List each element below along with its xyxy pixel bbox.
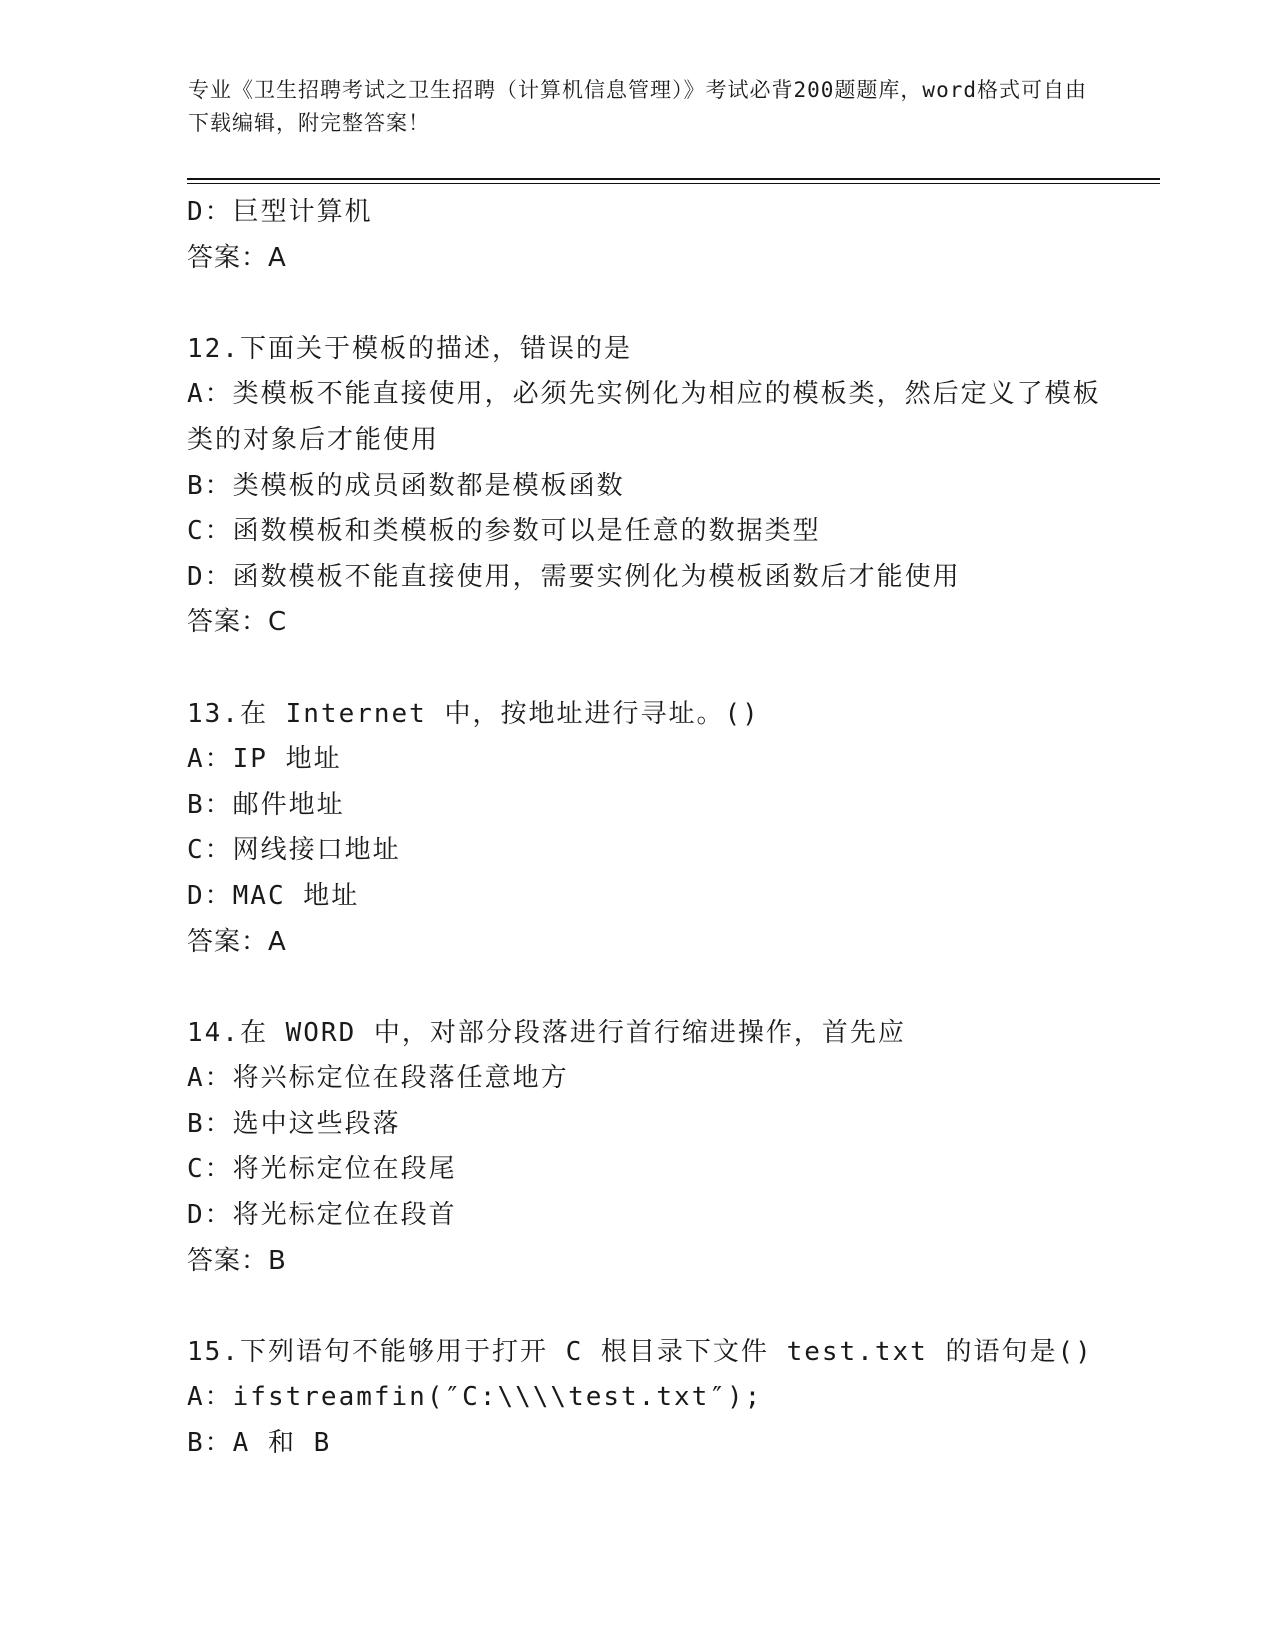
option-c: C：函数模板和类模板的参数可以是任意的数据类型 bbox=[187, 516, 821, 547]
option-a: A：IP 地址 bbox=[187, 744, 342, 775]
option-d: D：巨型计算机 bbox=[187, 197, 373, 227]
question-stem: 12.下面关于模板的描述，错误的是 bbox=[187, 333, 632, 364]
option-b: B：选中这些段落 bbox=[187, 1108, 401, 1139]
question-stem: 14.在 WORD 中，对部分段落进行首行缩进操作，首先应 bbox=[187, 1017, 906, 1048]
header-divider bbox=[187, 178, 1160, 184]
option-a: A：将兴标定位在段落任意地方 bbox=[187, 1063, 569, 1094]
option-d: D：MAC 地址 bbox=[187, 880, 360, 911]
option-a: A：类模板不能直接使用，必须先实例化为相应的模板类，然后定义了模板类的对象后才能使用 bbox=[187, 379, 1101, 455]
option-b: B：邮件地址 bbox=[187, 789, 345, 820]
spacer bbox=[187, 646, 1107, 692]
answer-line: 答案：B bbox=[187, 1245, 287, 1276]
question-12 bbox=[187, 327, 1107, 646]
document-title: 专业《卫生招聘考试之卫生招聘（计算机信息管理）》考试必背200题题库，word格式可自由下载编辑，附完整答案！ bbox=[188, 78, 1087, 135]
option-a: A：ifstreamfin(″C:\\\\test.txt″); bbox=[187, 1382, 763, 1413]
option-b: B：A 和 B bbox=[187, 1428, 332, 1459]
spacer bbox=[187, 1284, 1107, 1330]
option-c: C：将光标定位在段尾 bbox=[187, 1154, 457, 1185]
option-c: C：网线接口地址 bbox=[187, 835, 401, 866]
question-14 bbox=[187, 1011, 1107, 1285]
question-stem: 13.在 Internet 中，按地址进行寻址。() bbox=[187, 698, 760, 729]
answer-line: 答案：C bbox=[187, 607, 288, 638]
question-stem: 15.下列语句不能够用于打开 C 根目录下文件 test.txt 的语句是() bbox=[187, 1336, 1093, 1367]
option-b: B：类模板的成员函数都是模板函数 bbox=[187, 470, 625, 501]
spacer bbox=[187, 965, 1107, 1011]
spacer bbox=[187, 281, 1107, 327]
document-header bbox=[188, 74, 1088, 140]
answer-line: 答案：A bbox=[187, 926, 287, 957]
question-15 bbox=[187, 1330, 1107, 1467]
question-13 bbox=[187, 692, 1107, 966]
question-list bbox=[187, 190, 1107, 1467]
option-d: D：将光标定位在段首 bbox=[187, 1200, 457, 1231]
option-d: D：函数模板不能直接使用，需要实例化为模板函数后才能使用 bbox=[187, 561, 961, 592]
answer-line: 答案：A bbox=[187, 242, 287, 273]
